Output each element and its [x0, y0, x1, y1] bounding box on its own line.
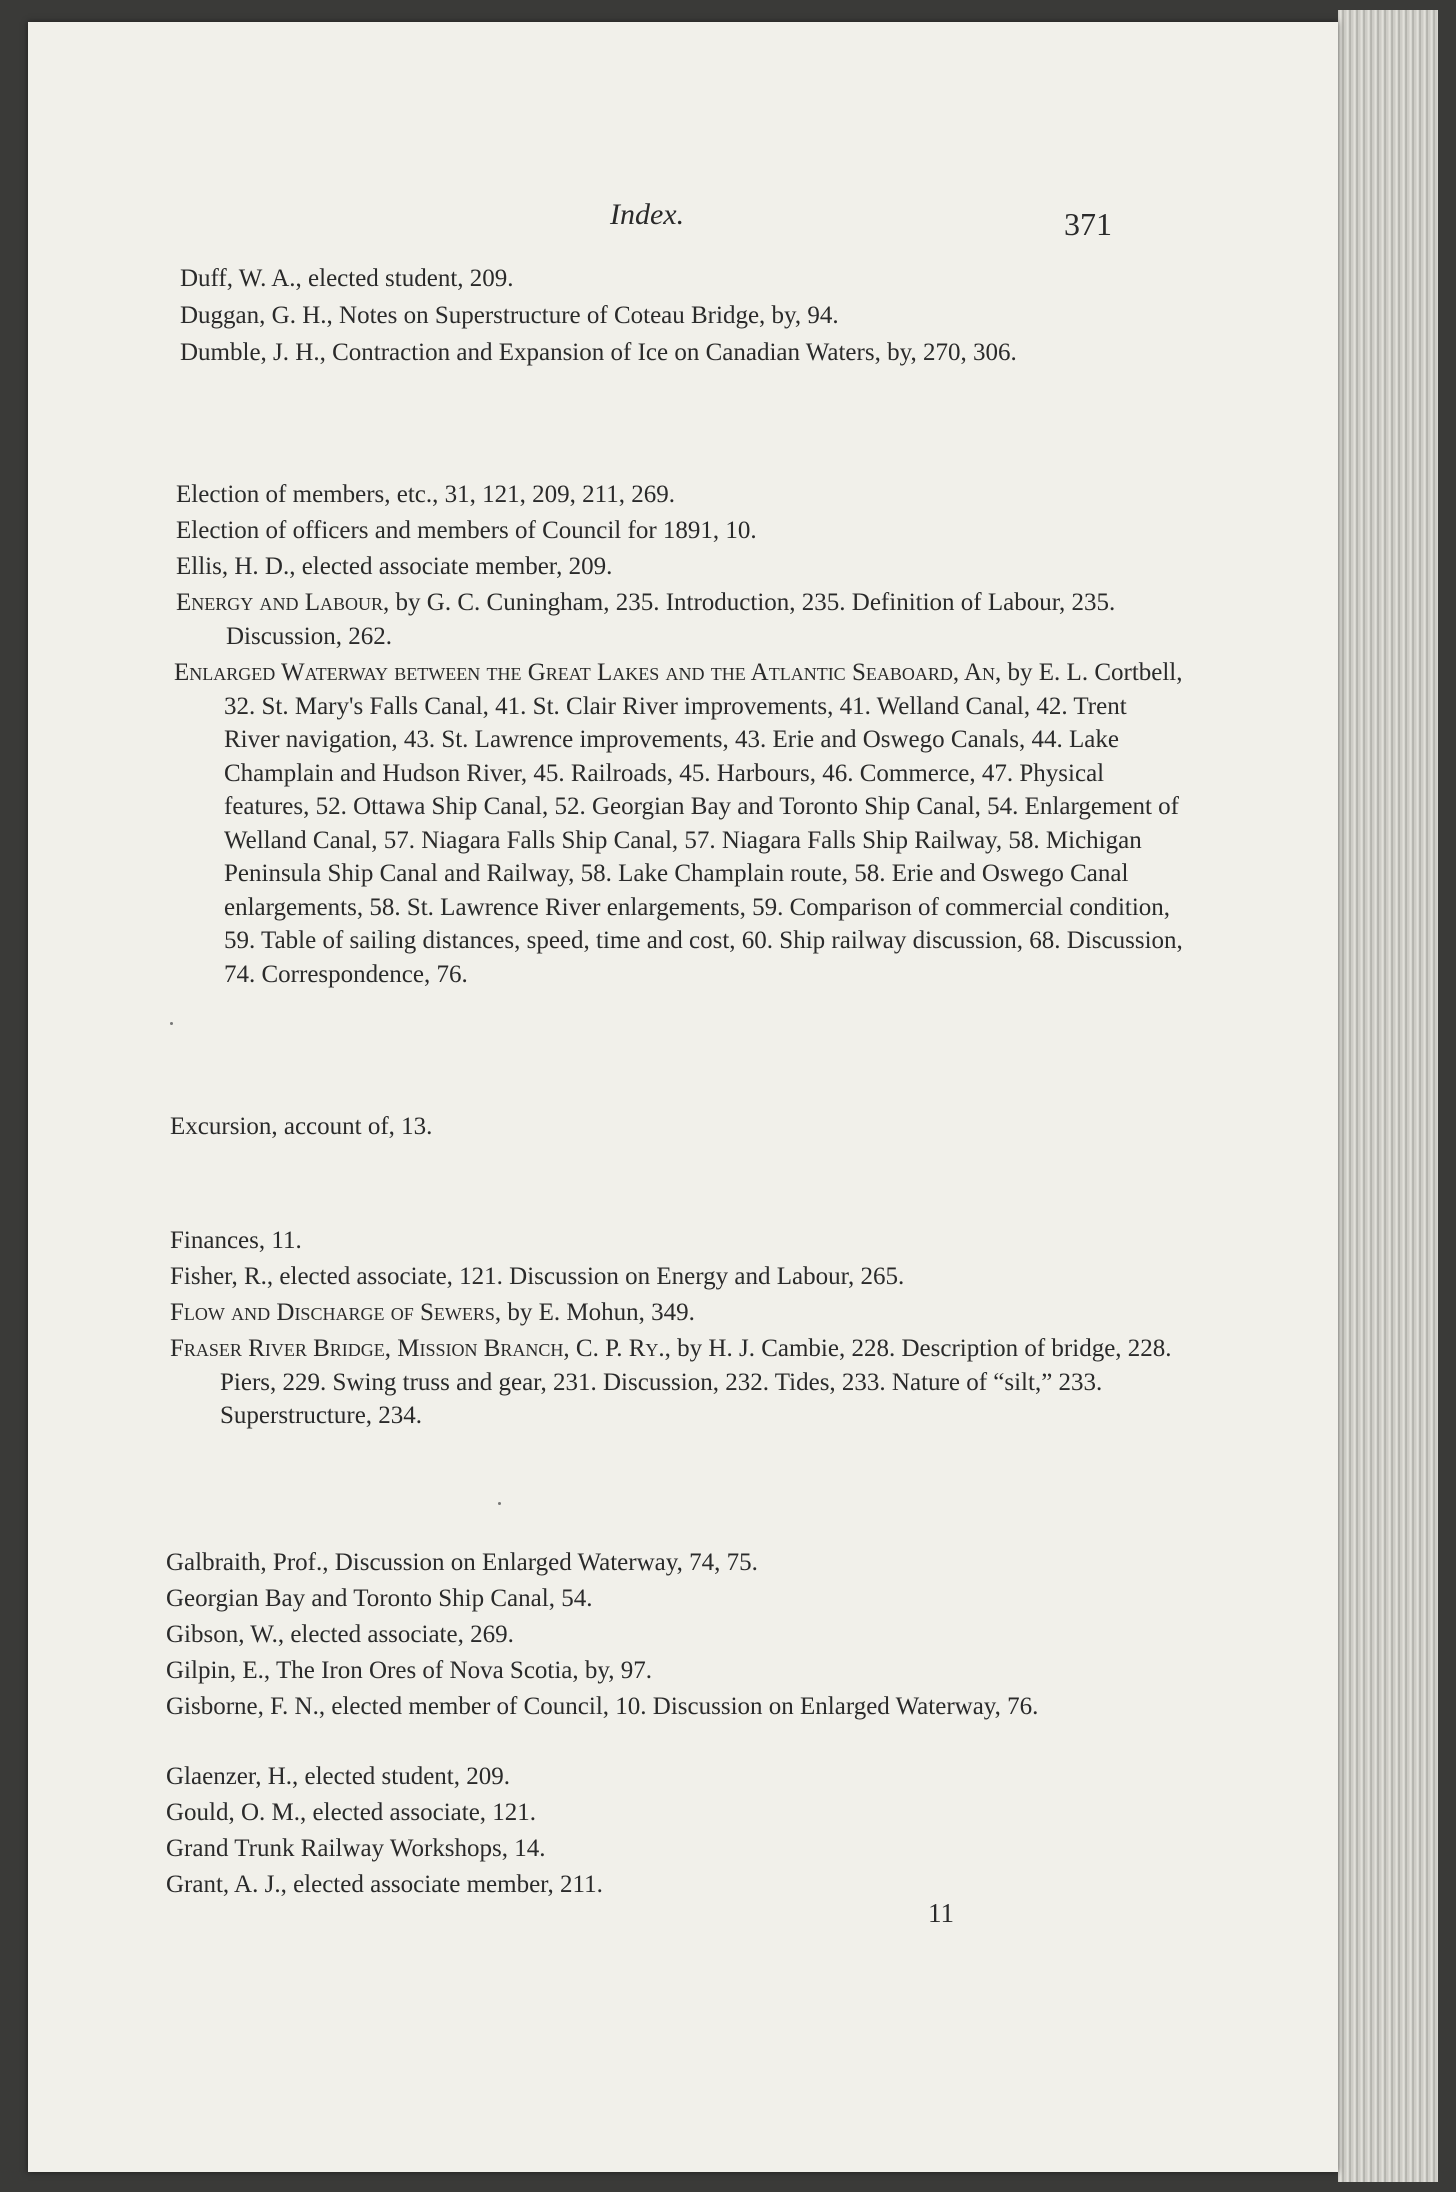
entry-text: Election of officers and members of Council for 1891, 10. — [176, 517, 757, 544]
entry-text: by H. J. Cambie, 228. Description of bridge, 228. Piers, 229. Swing truss and gear, 231. Discussion, 232. Tides, 233. Nature of “silt,” 233. Superstructure, 234. — [220, 1335, 1172, 1429]
index-entry — [176, 550, 1186, 584]
entry-text: Galbraith, Prof., Discussion on Enlarged Waterway, 74, 75. — [166, 1549, 758, 1576]
paper-speck — [170, 1022, 173, 1025]
index-entry — [170, 1260, 1180, 1294]
entry-text: Ellis, H. D., elected associate member, 209. — [176, 553, 613, 580]
entry-title: Energy and Labour, — [176, 589, 390, 616]
entry-text: Gisborne, F. N., elected member of Council, 10. Discussion on Enlarged Waterway, 76. — [166, 1693, 1039, 1720]
entry-text: by E. Mohun, 349. — [501, 1299, 695, 1326]
index-entry — [176, 514, 1186, 548]
index-entry — [166, 1654, 1176, 1688]
index-entry — [180, 336, 1190, 370]
index-entry — [166, 1832, 1176, 1866]
entry-text: Gould, O. M., elected associate, 121. — [166, 1799, 537, 1826]
index-entry — [176, 586, 1186, 653]
entry-text: Duggan, G. H., Notes on Superstructure of Coteau Bridge, by, 94. — [180, 302, 839, 329]
paper-speck — [498, 1502, 501, 1505]
index-entry — [180, 262, 1190, 296]
entry-text: Fisher, R., elected associate, 121. Discussion on Energy and Labour, 265. — [170, 1263, 905, 1290]
index-entry — [170, 1224, 1180, 1258]
entry-text: Excursion, account of, 13. — [170, 1113, 433, 1140]
index-entry — [176, 478, 1186, 512]
entry-text: by G. C. Cuningham, 235. Introduction, 235. Definition of Labour, 235. Discussion, 262. — [226, 589, 1116, 650]
entry-text: Election of members, etc., 31, 121, 209, 211, 269. — [176, 481, 675, 508]
index-entry — [166, 1582, 1176, 1616]
index-entry — [170, 1110, 1180, 1144]
signature-mark: 11 — [928, 1898, 954, 1928]
entry-title: Fraser River Bridge, Mission Branch, C. P. Ry., — [170, 1335, 671, 1362]
entry-text: Glaenzer, H., elected student, 209. — [166, 1763, 511, 1790]
index-entry — [166, 1690, 1176, 1724]
book-page — [28, 22, 1338, 2172]
index-entry — [170, 1332, 1180, 1433]
entry-text: Grand Trunk Railway Workshops, 14. — [166, 1835, 546, 1862]
page-number: 371 — [1064, 206, 1112, 242]
entry-text: Duff, W. A., elected student, 209. — [180, 265, 514, 292]
entry-text: Georgian Bay and Toronto Ship Canal, 54. — [166, 1585, 593, 1612]
entry-text: Dumble, J. H., Contraction and Expansion of Ice on Canadian Waters, by, 270, 306. — [180, 339, 1017, 366]
index-entry — [166, 1868, 1176, 1902]
index-entry — [166, 1796, 1176, 1830]
page-edges — [1338, 10, 1438, 2182]
index-entry — [166, 1760, 1176, 1794]
entry-title: Enlarged Waterway between the Great Lakes and the Atlantic Seaboard, An, — [174, 659, 1002, 686]
page-content — [28, 22, 1338, 2172]
entry-text: Gibson, W., elected associate, 269. — [166, 1621, 514, 1648]
index-entry — [170, 1296, 1180, 1330]
entry-text: Gilpin, E., The Iron Ores of Nova Scotia, by, 97. — [166, 1657, 653, 1684]
index-entry — [180, 299, 1190, 333]
index-entry — [174, 656, 1184, 991]
entry-text: by E. L. Cortbell, 32. St. Mary's Falls Canal, 41. St. Clair River improvements, 41. Welland Canal, 42. Trent River navigation, 43. St. Lawrence improvements, 43. Erie and Oswego Canals, 44. Lake Champlain and Hudson River, 45. Railroads, 45. Harbours, 46. Commerce, 47. Physical features, 52. Ottawa Ship Canal, 52. Georgian Bay and Toronto Ship Canal, 54. Enlargement of Welland Canal, 57. Niagara Falls Ship Canal, 57. Niagara Falls Ship Railway, 58. Michigan Peninsula Ship Canal and Railway, 58. Lake Champlain route, 58. Erie and Oswego Canal enlargements, 58. St. Lawrence River enlargements, 59. Comparison of commercial condition, 59. Table of sailing distances, speed, time and cost, 60. Ship railway discussion, 68. Discussion, 74. Correspondence, 76. — [224, 659, 1183, 988]
index-entry — [166, 1546, 1176, 1580]
entry-text: Finances, 11. — [170, 1227, 302, 1254]
entry-text: Grant, A. J., elected associate member, 211. — [166, 1871, 603, 1898]
running-head: Index. — [610, 198, 685, 231]
index-entry — [166, 1618, 1176, 1652]
entry-title: Flow and Discharge of Sewers, — [170, 1299, 502, 1326]
